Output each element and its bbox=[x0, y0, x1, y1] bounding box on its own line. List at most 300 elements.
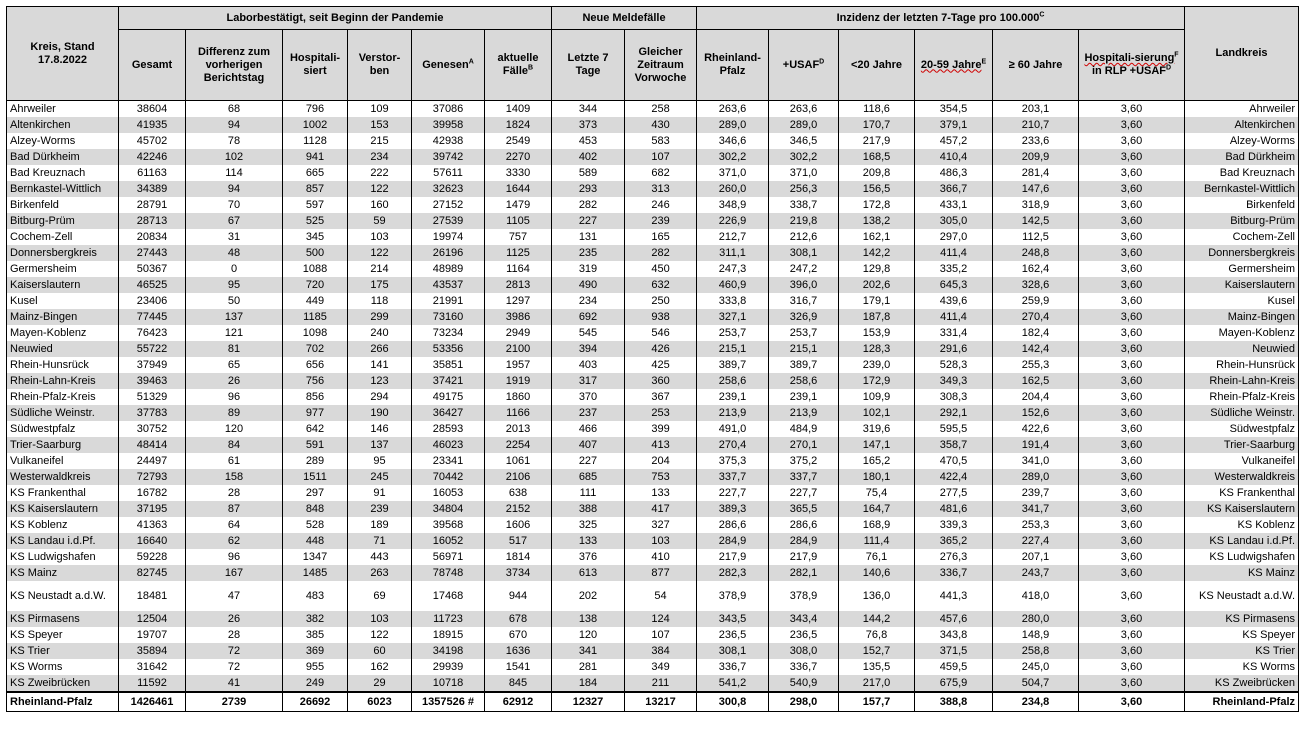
value-cell: 403 bbox=[552, 357, 625, 373]
value-cell: 504,7 bbox=[993, 675, 1079, 692]
value-cell: 137 bbox=[186, 309, 283, 325]
header-aktuelle bbox=[485, 30, 552, 101]
value-cell: 302,2 bbox=[697, 149, 769, 165]
value-cell: 276,3 bbox=[915, 549, 993, 565]
value-cell: 1511 bbox=[283, 469, 348, 485]
value-cell: 95 bbox=[348, 453, 412, 469]
value-cell: 1002 bbox=[283, 117, 348, 133]
value-cell: 289,0 bbox=[993, 469, 1079, 485]
value-cell: 411,4 bbox=[915, 245, 993, 261]
header-u20: <20 Jahre bbox=[839, 30, 915, 101]
value-cell: 245,0 bbox=[993, 659, 1079, 675]
landkreis-cell: KS Landau i.d.Pf. bbox=[1185, 533, 1299, 549]
table-row bbox=[7, 405, 1299, 421]
value-cell: 349 bbox=[625, 659, 697, 675]
value-cell: 371,0 bbox=[697, 165, 769, 181]
kreis-cell: Alzey-Worms bbox=[7, 133, 119, 149]
kreis-cell: KS Landau i.d.Pf. bbox=[7, 533, 119, 549]
value-cell: 120 bbox=[186, 421, 283, 437]
table-row bbox=[7, 517, 1299, 533]
value-cell: 42938 bbox=[412, 133, 485, 149]
value-cell: 152,6 bbox=[993, 405, 1079, 421]
landkreis-cell: Bernkastel-Wittlich bbox=[1185, 181, 1299, 197]
value-cell: 378,9 bbox=[769, 581, 839, 611]
value-cell: 1485 bbox=[283, 565, 348, 581]
value-cell: 182,4 bbox=[993, 325, 1079, 341]
table-row bbox=[7, 549, 1299, 565]
value-cell: 591 bbox=[283, 437, 348, 453]
landkreis-cell: KS Ludwigshafen bbox=[1185, 549, 1299, 565]
value-cell: 62 bbox=[186, 533, 283, 549]
landkreis-cell: KS Trier bbox=[1185, 643, 1299, 659]
kreis-cell: KS Worms bbox=[7, 659, 119, 675]
value-cell: 595,5 bbox=[915, 421, 993, 437]
value-cell: 3,60 bbox=[1079, 389, 1185, 405]
value-cell: 59 bbox=[348, 213, 412, 229]
value-cell: 18915 bbox=[412, 627, 485, 643]
value-cell: 3,60 bbox=[1079, 565, 1185, 581]
value-cell: 1061 bbox=[485, 453, 552, 469]
value-cell: 757 bbox=[485, 229, 552, 245]
header-hospitalisiert: Hospitali-siert bbox=[283, 30, 348, 101]
value-cell: 68 bbox=[186, 101, 283, 118]
value-cell: 491,0 bbox=[697, 421, 769, 437]
value-cell: 289,0 bbox=[697, 117, 769, 133]
value-cell: 180,1 bbox=[839, 469, 915, 485]
value-cell: 311,1 bbox=[697, 245, 769, 261]
landkreis-cell: Cochem-Zell bbox=[1185, 229, 1299, 245]
value-cell: 237 bbox=[552, 405, 625, 421]
table-row bbox=[7, 581, 1299, 611]
landkreis-cell: Donnersbergkreis bbox=[1185, 245, 1299, 261]
value-cell: 168,9 bbox=[839, 517, 915, 533]
value-cell: 1166 bbox=[485, 405, 552, 421]
value-cell: 240 bbox=[348, 325, 412, 341]
value-cell: 202,6 bbox=[839, 277, 915, 293]
header-genesen bbox=[412, 30, 485, 101]
value-cell: 344 bbox=[552, 101, 625, 118]
table-body bbox=[7, 101, 1299, 693]
value-cell: 348,9 bbox=[697, 197, 769, 213]
value-cell: 328,6 bbox=[993, 277, 1079, 293]
value-cell: 73234 bbox=[412, 325, 485, 341]
value-cell: 2106 bbox=[485, 469, 552, 485]
value-cell: 3,60 bbox=[1079, 293, 1185, 309]
value-cell: 286,6 bbox=[769, 517, 839, 533]
landkreis-cell: Kusel bbox=[1185, 293, 1299, 309]
value-cell: 481,6 bbox=[915, 501, 993, 517]
value-cell: 235 bbox=[552, 245, 625, 261]
value-cell: 236,5 bbox=[697, 627, 769, 643]
value-cell: 484,9 bbox=[769, 421, 839, 437]
value-cell: 675,9 bbox=[915, 675, 993, 692]
value-cell: 78 bbox=[186, 133, 283, 149]
value-cell: 339,3 bbox=[915, 517, 993, 533]
value-cell: 399 bbox=[625, 421, 697, 437]
value-cell: 367 bbox=[625, 389, 697, 405]
value-cell: 142,4 bbox=[993, 341, 1079, 357]
value-cell: 153,9 bbox=[839, 325, 915, 341]
kreis-cell: KS Mainz bbox=[7, 565, 119, 581]
value-cell: 146 bbox=[348, 421, 412, 437]
kreis-cell: Südwestpfalz bbox=[7, 421, 119, 437]
value-cell: 112,5 bbox=[993, 229, 1079, 245]
value-cell: 203,1 bbox=[993, 101, 1079, 118]
total-label: Rheinland-Pfalz bbox=[7, 692, 119, 712]
value-cell: 109 bbox=[348, 101, 412, 118]
value-cell: 10718 bbox=[412, 675, 485, 692]
value-cell: 270,4 bbox=[697, 437, 769, 453]
value-cell: 394 bbox=[552, 341, 625, 357]
value-cell: 1919 bbox=[485, 373, 552, 389]
value-cell: 239,0 bbox=[839, 357, 915, 373]
value-cell: 38604 bbox=[119, 101, 186, 118]
value-cell: 1128 bbox=[283, 133, 348, 149]
value-cell: 337,7 bbox=[769, 469, 839, 485]
value-cell: 1105 bbox=[485, 213, 552, 229]
header-group-labor: Laborbestätigt, seit Beginn der Pandemie bbox=[119, 7, 552, 30]
value-cell: 217,9 bbox=[697, 549, 769, 565]
value-cell: 34804 bbox=[412, 501, 485, 517]
value-cell: 632 bbox=[625, 277, 697, 293]
total-value: 300,8 bbox=[697, 692, 769, 712]
value-cell: 31 bbox=[186, 229, 283, 245]
value-cell: 365,2 bbox=[915, 533, 993, 549]
value-cell: 1098 bbox=[283, 325, 348, 341]
table-row bbox=[7, 149, 1299, 165]
value-cell: 227,4 bbox=[993, 533, 1079, 549]
value-cell: 31642 bbox=[119, 659, 186, 675]
value-cell: 89 bbox=[186, 405, 283, 421]
value-cell: 94 bbox=[186, 181, 283, 197]
value-cell: 249 bbox=[283, 675, 348, 692]
value-cell: 209,8 bbox=[839, 165, 915, 181]
header-hosp-rlp-a: Hospitali-sierung bbox=[1084, 52, 1175, 64]
value-cell: 422,4 bbox=[915, 469, 993, 485]
value-cell: 170,7 bbox=[839, 117, 915, 133]
landkreis-cell: Südwestpfalz bbox=[1185, 421, 1299, 437]
value-cell: 335,2 bbox=[915, 261, 993, 277]
header-hosp-rlp bbox=[1079, 30, 1185, 101]
value-cell: 517 bbox=[485, 533, 552, 549]
kreis-cell: KS Speyer bbox=[7, 627, 119, 643]
total-value: 234,8 bbox=[993, 692, 1079, 712]
total-value: 1357526 # bbox=[412, 692, 485, 712]
value-cell: 153 bbox=[348, 117, 412, 133]
value-cell: 389,7 bbox=[697, 357, 769, 373]
value-cell: 253,3 bbox=[993, 517, 1079, 533]
value-cell: 376 bbox=[552, 549, 625, 565]
covid-table bbox=[6, 6, 1299, 712]
value-cell: 21991 bbox=[412, 293, 485, 309]
value-cell: 76,1 bbox=[839, 549, 915, 565]
value-cell: 82745 bbox=[119, 565, 186, 581]
value-cell: 317 bbox=[552, 373, 625, 389]
value-cell: 297 bbox=[283, 485, 348, 501]
table-row bbox=[7, 277, 1299, 293]
value-cell: 19707 bbox=[119, 627, 186, 643]
value-cell: 103 bbox=[348, 229, 412, 245]
kreis-cell: Vulkaneifel bbox=[7, 453, 119, 469]
table-row bbox=[7, 533, 1299, 549]
value-cell: 258,6 bbox=[697, 373, 769, 389]
value-cell: 302,2 bbox=[769, 149, 839, 165]
total-value: 26692 bbox=[283, 692, 348, 712]
value-cell: 848 bbox=[283, 501, 348, 517]
value-cell: 336,7 bbox=[915, 565, 993, 581]
value-cell: 60 bbox=[348, 643, 412, 659]
value-cell: 137 bbox=[348, 437, 412, 453]
value-cell: 286,6 bbox=[697, 517, 769, 533]
value-cell: 385 bbox=[283, 627, 348, 643]
value-cell: 30752 bbox=[119, 421, 186, 437]
value-cell: 67 bbox=[186, 213, 283, 229]
value-cell: 162,5 bbox=[993, 373, 1079, 389]
value-cell: 2100 bbox=[485, 341, 552, 357]
value-cell: 441,3 bbox=[915, 581, 993, 611]
value-cell: 297,0 bbox=[915, 229, 993, 245]
value-cell: 48414 bbox=[119, 437, 186, 453]
value-cell: 57611 bbox=[412, 165, 485, 181]
value-cell: 3,60 bbox=[1079, 501, 1185, 517]
value-cell: 1185 bbox=[283, 309, 348, 325]
value-cell: 18481 bbox=[119, 581, 186, 611]
table-row bbox=[7, 611, 1299, 627]
value-cell: 70442 bbox=[412, 469, 485, 485]
value-cell: 46023 bbox=[412, 437, 485, 453]
value-cell: 72 bbox=[186, 643, 283, 659]
value-cell: 222 bbox=[348, 165, 412, 181]
total-value: 6023 bbox=[348, 692, 412, 712]
value-cell: 678 bbox=[485, 611, 552, 627]
value-cell: 165,2 bbox=[839, 453, 915, 469]
value-cell: 179,1 bbox=[839, 293, 915, 309]
value-cell: 140,6 bbox=[839, 565, 915, 581]
value-cell: 211 bbox=[625, 675, 697, 692]
kreis-cell: Westerwaldkreis bbox=[7, 469, 119, 485]
value-cell: 87 bbox=[186, 501, 283, 517]
value-cell: 1164 bbox=[485, 261, 552, 277]
value-cell: 48 bbox=[186, 245, 283, 261]
kreis-cell: KS Trier bbox=[7, 643, 119, 659]
value-cell: 84 bbox=[186, 437, 283, 453]
value-cell: 56971 bbox=[412, 549, 485, 565]
value-cell: 525 bbox=[283, 213, 348, 229]
kreis-cell: Altenkirchen bbox=[7, 117, 119, 133]
landkreis-cell: Vulkaneifel bbox=[1185, 453, 1299, 469]
value-cell: 47 bbox=[186, 581, 283, 611]
value-cell: 34389 bbox=[119, 181, 186, 197]
value-cell: 36427 bbox=[412, 405, 485, 421]
value-cell: 37421 bbox=[412, 373, 485, 389]
value-cell: 433,1 bbox=[915, 197, 993, 213]
value-cell: 123 bbox=[348, 373, 412, 389]
total-value: 3,60 bbox=[1079, 692, 1185, 712]
value-cell: 258,8 bbox=[993, 643, 1079, 659]
landkreis-cell: Rhein-Pfalz-Kreis bbox=[1185, 389, 1299, 405]
value-cell: 692 bbox=[552, 309, 625, 325]
value-cell: 941 bbox=[283, 149, 348, 165]
value-cell: 28593 bbox=[412, 421, 485, 437]
value-cell: 41363 bbox=[119, 517, 186, 533]
value-cell: 371,0 bbox=[769, 165, 839, 181]
value-cell: 236,5 bbox=[769, 627, 839, 643]
value-cell: 336,7 bbox=[769, 659, 839, 675]
value-cell: 263 bbox=[348, 565, 412, 581]
value-cell: 204 bbox=[625, 453, 697, 469]
header-differenz: Differenz zum vorherigen Berichtstag bbox=[186, 30, 283, 101]
value-cell: 76,8 bbox=[839, 627, 915, 643]
value-cell: 65 bbox=[186, 357, 283, 373]
total-value: 12327 bbox=[552, 692, 625, 712]
value-cell: 343,5 bbox=[697, 611, 769, 627]
value-cell: 210,7 bbox=[993, 117, 1079, 133]
value-cell: 457,2 bbox=[915, 133, 993, 149]
kreis-cell: Mainz-Bingen bbox=[7, 309, 119, 325]
value-cell: 466 bbox=[552, 421, 625, 437]
value-cell: 118 bbox=[348, 293, 412, 309]
value-cell: 121 bbox=[186, 325, 283, 341]
header-group-inzidenz bbox=[697, 7, 1185, 30]
value-cell: 16053 bbox=[412, 485, 485, 501]
value-cell: 53356 bbox=[412, 341, 485, 357]
value-cell: 3,60 bbox=[1079, 213, 1185, 229]
value-cell: 215,1 bbox=[697, 341, 769, 357]
value-cell: 282 bbox=[552, 197, 625, 213]
value-cell: 209,9 bbox=[993, 149, 1079, 165]
table-row bbox=[7, 627, 1299, 643]
header-kreis-stand: Kreis, Stand 17.8.2022 bbox=[7, 7, 119, 101]
value-cell: 856 bbox=[283, 389, 348, 405]
value-cell: 448 bbox=[283, 533, 348, 549]
value-cell: 319,6 bbox=[839, 421, 915, 437]
value-cell: 191,4 bbox=[993, 437, 1079, 453]
value-cell: 2549 bbox=[485, 133, 552, 149]
value-cell: 422,6 bbox=[993, 421, 1079, 437]
value-cell: 26 bbox=[186, 373, 283, 389]
value-cell: 430 bbox=[625, 117, 697, 133]
value-cell: 136,0 bbox=[839, 581, 915, 611]
value-cell: 284,9 bbox=[697, 533, 769, 549]
value-cell: 3,60 bbox=[1079, 549, 1185, 565]
value-cell: 3,60 bbox=[1079, 325, 1185, 341]
kreis-cell: Kusel bbox=[7, 293, 119, 309]
total-value: 13217 bbox=[625, 692, 697, 712]
value-cell: 3,60 bbox=[1079, 373, 1185, 389]
value-cell: 338,7 bbox=[769, 197, 839, 213]
table-row bbox=[7, 437, 1299, 453]
kreis-cell: Bernkastel-Wittlich bbox=[7, 181, 119, 197]
landkreis-cell: Mainz-Bingen bbox=[1185, 309, 1299, 325]
value-cell: 3,60 bbox=[1079, 533, 1185, 549]
table-row bbox=[7, 293, 1299, 309]
total-value: 388,8 bbox=[915, 692, 993, 712]
value-cell: 202 bbox=[552, 581, 625, 611]
value-cell: 3734 bbox=[485, 565, 552, 581]
value-cell: 3,60 bbox=[1079, 517, 1185, 533]
value-cell: 46525 bbox=[119, 277, 186, 293]
kreis-cell: Rhein-Lahn-Kreis bbox=[7, 373, 119, 389]
value-cell: 70 bbox=[186, 197, 283, 213]
header-g60: ≥ 60 Jahre bbox=[993, 30, 1079, 101]
value-cell: 656 bbox=[283, 357, 348, 373]
value-cell: 528 bbox=[283, 517, 348, 533]
header-hosp-rlp-b-sup: D bbox=[1166, 64, 1172, 72]
value-cell: 28 bbox=[186, 485, 283, 501]
value-cell: 212,7 bbox=[697, 229, 769, 245]
value-cell: 375,2 bbox=[769, 453, 839, 469]
landkreis-cell: KS Pirmasens bbox=[1185, 611, 1299, 627]
value-cell: 165 bbox=[625, 229, 697, 245]
header-usaf-sup: D bbox=[819, 57, 825, 65]
kreis-cell: Bad Kreuznach bbox=[7, 165, 119, 181]
value-cell: 944 bbox=[485, 581, 552, 611]
kreis-cell: KS Neustadt a.d.W. bbox=[7, 581, 119, 611]
header-inzidenz-sup: C bbox=[1039, 10, 1045, 18]
value-cell: 2270 bbox=[485, 149, 552, 165]
value-cell: 227,7 bbox=[697, 485, 769, 501]
value-cell: 299 bbox=[348, 309, 412, 325]
value-cell: 388 bbox=[552, 501, 625, 517]
total-row bbox=[7, 692, 1299, 712]
value-cell: 239,1 bbox=[697, 389, 769, 405]
value-cell: 443 bbox=[348, 549, 412, 565]
kreis-cell: KS Kaiserslautern bbox=[7, 501, 119, 517]
value-cell: 215 bbox=[348, 133, 412, 149]
value-cell: 294 bbox=[348, 389, 412, 405]
value-cell: 266 bbox=[348, 341, 412, 357]
value-cell: 341 bbox=[552, 643, 625, 659]
value-cell: 541,2 bbox=[697, 675, 769, 692]
value-cell: 247,2 bbox=[769, 261, 839, 277]
landkreis-cell: Westerwaldkreis bbox=[1185, 469, 1299, 485]
value-cell: 349,3 bbox=[915, 373, 993, 389]
value-cell: 1860 bbox=[485, 389, 552, 405]
value-cell: 255,3 bbox=[993, 357, 1079, 373]
table-row bbox=[7, 261, 1299, 277]
value-cell: 234 bbox=[552, 293, 625, 309]
value-cell: 3,60 bbox=[1079, 659, 1185, 675]
value-cell: 162,1 bbox=[839, 229, 915, 245]
kreis-cell: Cochem-Zell bbox=[7, 229, 119, 245]
value-cell: 144,2 bbox=[839, 611, 915, 627]
value-cell: 245 bbox=[348, 469, 412, 485]
value-cell: 389,3 bbox=[697, 501, 769, 517]
value-cell: 410 bbox=[625, 549, 697, 565]
landkreis-cell: Bad Kreuznach bbox=[1185, 165, 1299, 181]
value-cell: 37195 bbox=[119, 501, 186, 517]
header-usaf-text: +USAF bbox=[782, 58, 820, 71]
value-cell: 3,60 bbox=[1079, 611, 1185, 627]
value-cell: 12504 bbox=[119, 611, 186, 627]
value-cell: 346,6 bbox=[697, 133, 769, 149]
table-row bbox=[7, 643, 1299, 659]
value-cell: 219,8 bbox=[769, 213, 839, 229]
value-cell: 1606 bbox=[485, 517, 552, 533]
total-value: 62912 bbox=[485, 692, 552, 712]
value-cell: 483 bbox=[283, 581, 348, 611]
value-cell: 333,8 bbox=[697, 293, 769, 309]
kreis-cell: Germersheim bbox=[7, 261, 119, 277]
landkreis-cell: KS Worms bbox=[1185, 659, 1299, 675]
value-cell: 29 bbox=[348, 675, 412, 692]
value-cell: 26196 bbox=[412, 245, 485, 261]
value-cell: 138,2 bbox=[839, 213, 915, 229]
value-cell: 187,8 bbox=[839, 309, 915, 325]
landkreis-cell: KS Mainz bbox=[1185, 565, 1299, 581]
landkreis-cell: Altenkirchen bbox=[1185, 117, 1299, 133]
value-cell: 162,4 bbox=[993, 261, 1079, 277]
